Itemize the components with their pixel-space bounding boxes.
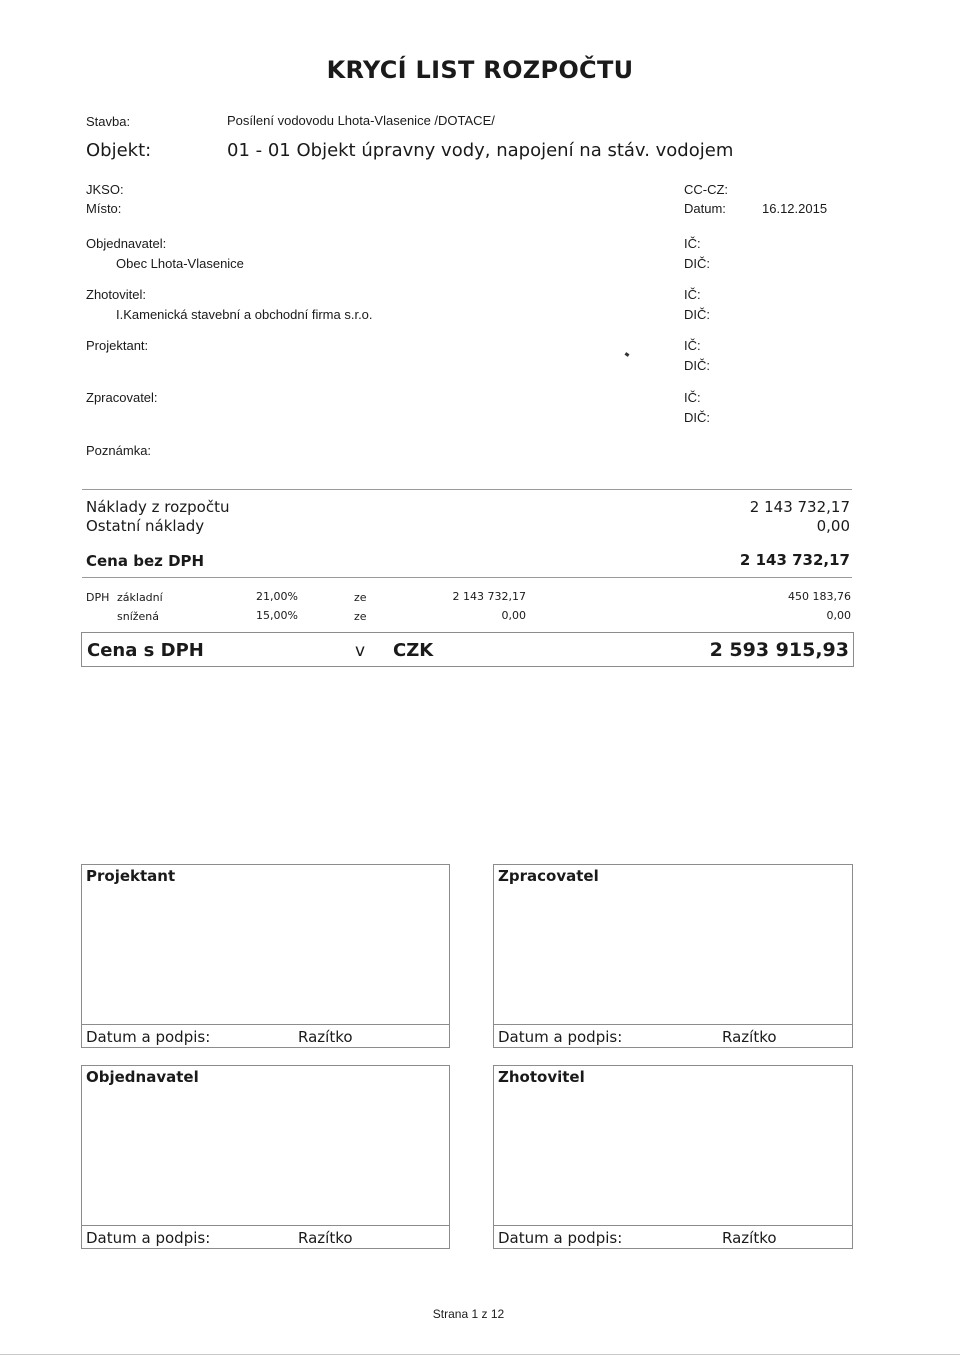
objednavatel-signature-box	[81, 1065, 450, 1249]
dph-snizena-value: 0,00	[826, 609, 851, 622]
zpracovatel-razitko-label: Razítko	[722, 1028, 777, 1046]
dph-zakladni-label: základní	[117, 591, 163, 604]
pen-mark	[625, 352, 630, 357]
dph-zakladni-base: 2 143 732,17	[452, 590, 526, 603]
projektant-signature-box	[81, 864, 450, 1048]
dph-snizena-label: snížená	[117, 610, 160, 623]
naklady-label: Náklady z rozpočtu	[86, 498, 230, 516]
zpracovatel-datum-label: Datum a podpis:	[498, 1028, 623, 1046]
bez-dph-value: 2 143 732,17	[739, 551, 850, 569]
objednavatel-datum-label: Datum a podpis:	[86, 1229, 211, 1247]
jkso-label: JKSO:	[86, 182, 124, 197]
projektant-ic-label: IČ:	[684, 338, 701, 353]
stavba-label: Stavba:	[86, 114, 131, 129]
zhotovitel-signature-box	[493, 1065, 853, 1249]
stavba-value: Posílení vodovodu Lhota-Vlasenice /DOTACE/	[227, 113, 495, 128]
naklady-value: 2 143 732,17	[749, 498, 850, 516]
zhotovitel-value: I.Kamenická stavební a obchodní firma s.r.o.	[116, 307, 373, 322]
datum-label: Datum:	[684, 201, 726, 216]
zhotovitel-box-footer	[494, 1225, 852, 1248]
ostatni-value: 0,00	[816, 517, 850, 535]
cc-cz-label: CC-CZ:	[684, 182, 729, 197]
dph-snizena-rate: 15,00%	[256, 609, 298, 622]
zhotovitel-datum-label: Datum a podpis:	[498, 1229, 623, 1247]
projektant-dic-label: DIČ:	[684, 358, 710, 373]
objednavatel-ic-label: IČ:	[684, 236, 701, 251]
zpracovatel-ic-label: IČ:	[684, 390, 701, 405]
page-title: KRYCÍ LIST ROZPOČTU	[326, 56, 634, 84]
objekt-label: Objekt:	[86, 140, 152, 161]
dph-zakladni-ze: ze	[354, 591, 367, 604]
total-box	[81, 632, 854, 667]
zpracovatel-label: Zpracovatel:	[86, 390, 158, 405]
projektant-razitko-label: Razítko	[298, 1028, 353, 1046]
poznamka-label: Poznámka:	[86, 443, 152, 458]
zhotovitel-box-title: Zhotovitel	[498, 1068, 585, 1086]
total-v: v	[355, 641, 366, 661]
zpracovatel-box-title: Zpracovatel	[498, 867, 599, 885]
scan-edge	[0, 1354, 960, 1355]
dph-snizena-base: 0,00	[501, 609, 526, 622]
total-currency: CZK	[393, 640, 434, 661]
objednavatel-box-title: Objednavatel	[86, 1068, 199, 1086]
objednavatel-dic-label: DIČ:	[684, 256, 710, 271]
objednavatel-box-footer	[82, 1225, 449, 1248]
dph-zakladni-rate: 21,00%	[256, 590, 298, 603]
objednavatel-value: Obec Lhota-Vlasenice	[116, 256, 244, 271]
misto-label: Místo:	[86, 201, 122, 216]
projektant-datum-label: Datum a podpis:	[86, 1028, 211, 1046]
bez-dph-label: Cena bez DPH	[86, 552, 205, 570]
dph-snizena-ze: ze	[354, 610, 367, 623]
projektant-box-footer	[82, 1024, 449, 1047]
dph-zakladni-value: 450 183,76	[788, 590, 851, 603]
total-label: Cena s DPH	[87, 640, 204, 661]
zhotovitel-label: Zhotovitel:	[86, 287, 146, 302]
ostatni-label: Ostatní náklady	[86, 517, 205, 535]
datum-value: 16.12.2015	[762, 201, 828, 216]
divider	[82, 489, 852, 490]
projektant-label: Projektant:	[86, 338, 149, 353]
zhotovitel-dic-label: DIČ:	[684, 307, 710, 322]
zhotovitel-razitko-label: Razítko	[722, 1229, 777, 1247]
objednavatel-label: Objednavatel:	[86, 236, 167, 251]
zpracovatel-box-footer	[494, 1024, 852, 1047]
zhotovitel-ic-label: IČ:	[684, 287, 701, 302]
objekt-value: 01 - 01 Objekt úpravny vody, napojení na stáv. vodojem	[227, 140, 734, 161]
projektant-box-title: Projektant	[86, 867, 176, 885]
divider	[82, 577, 852, 578]
page-number: Strana 1 z 12	[432, 1307, 505, 1321]
zpracovatel-signature-box	[493, 864, 853, 1048]
objednavatel-razitko-label: Razítko	[298, 1229, 353, 1247]
zpracovatel-dic-label: DIČ:	[684, 410, 710, 425]
dph-label: DPH	[86, 591, 110, 604]
total-value: 2 593 915,93	[709, 639, 849, 661]
